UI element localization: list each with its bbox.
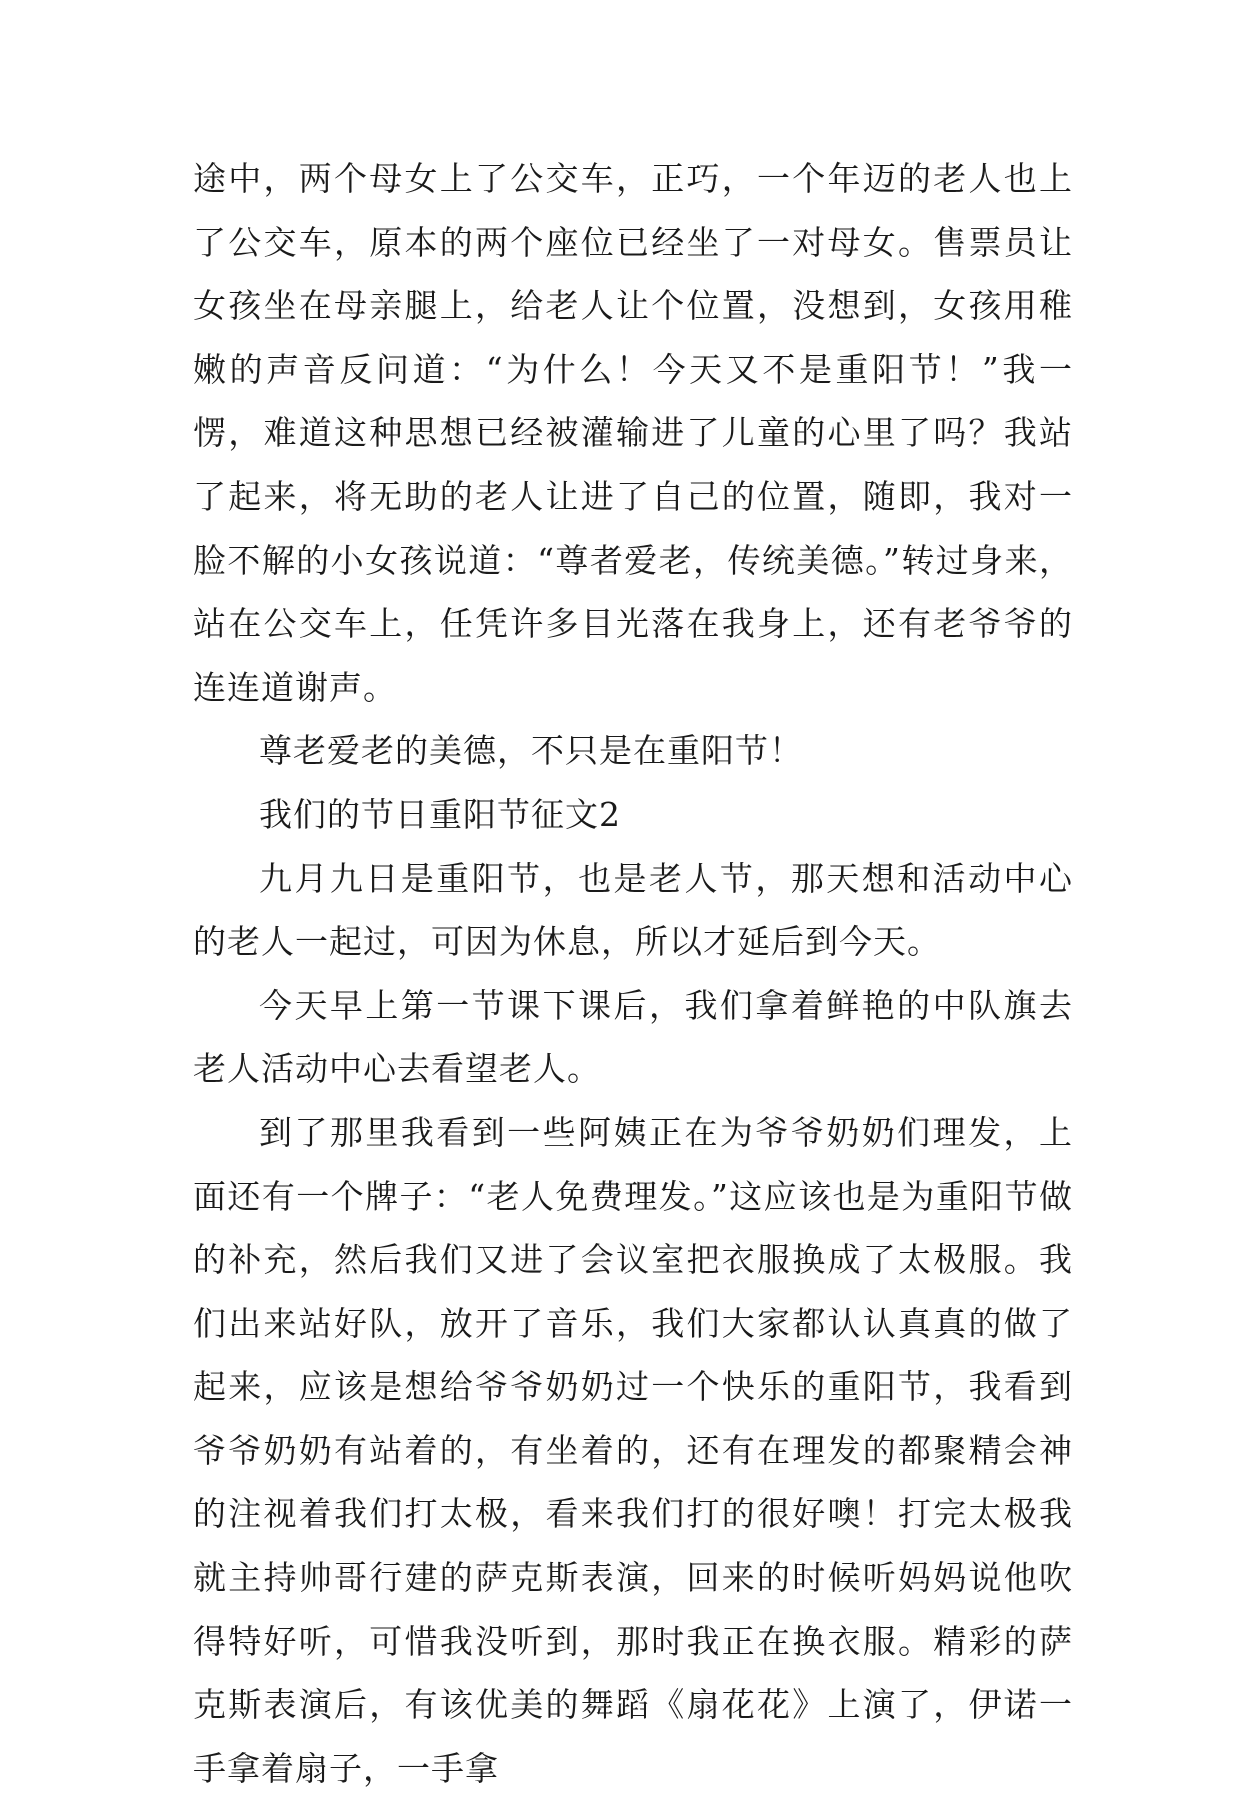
paragraph-visit: 今天早上第一节课下课后，我们拿着鲜艳的中队旗去老人活动中心去看望老人。 (193, 985, 1073, 1089)
essay-heading: 我们的节日重阳节征文2 (259, 794, 621, 834)
paragraph-activities: 到了那里我看到一些阿姨正在为爷爷奶奶们理发，上面还有一个牌子：“老人免费理发。”这应该也是为重阳节做的补充，然后我们又进了会议室把衣服换成了太极服。我们出来站好队，放开了音乐，我们大家都认认真真的做了起来，应该是想给爷爷奶奶过一个快乐的重阳节，我看到爷爷奶奶有站着的，有坐着的，还有在理发的都聚精会神的注视着我们打太极，看来我们打的很好噢！打完太极我就主持帅哥行建的萨克斯表演，回来的时候听妈妈说他吹得特好听，可惜我没听到，那时我正在换衣服。精彩的萨克斯表演后，有该优美的舞蹈《扇花花》上演了，伊诺一手拿着扇子，一手拿 (193, 1112, 1073, 1788)
paragraph-bus-story: 途中，两个母女上了公交车，正巧，一个年迈的老人也上了公交车，原本的两个座位已经坐了一对母女。售票员让女孩坐在母亲腿上，给老人让个位置，没想到，女孩用稚嫩的声音反问道：“为什么！今天又不是重阳节！”我一愣，难道这种思想已经被灌输进了儿童的心里了吗？我站了起来，将无助的老人让进了自己的位置，随即，我对一脸不解的小女孩说道：“尊者爱老，传统美德。”转过身来，站在公交车上，任凭许多目光落在我身上，还有老爷爷的连连道谢声。 (193, 159, 1073, 707)
paragraph-intro: 九月九日是重阳节，也是老人节，那天想和活动中心的老人一起过，可因为休息，所以才延后到今天。 (193, 858, 1073, 962)
document-page (193, 147, 1073, 1800)
paragraph-conclusion: 尊老爱老的美德，不只是在重阳节！ (259, 731, 803, 771)
